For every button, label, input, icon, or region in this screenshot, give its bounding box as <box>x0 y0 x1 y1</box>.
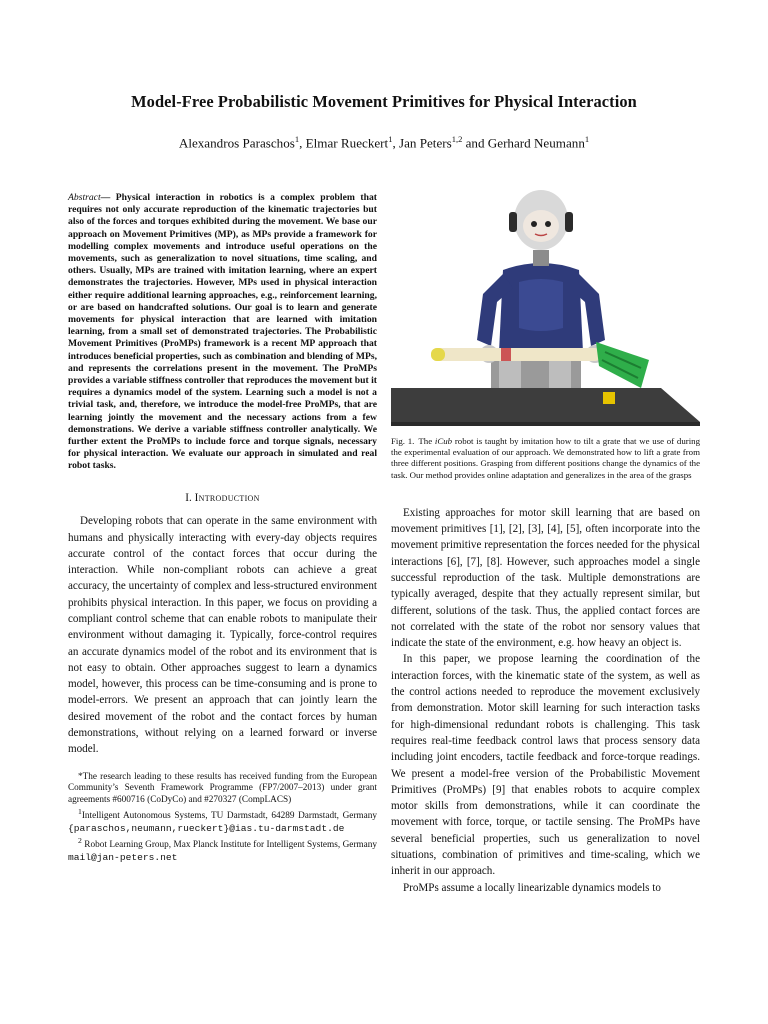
author-list <box>0 134 768 151</box>
affiliation-text: Intelligent Autonomous Systems, TU Darmstadt, 64289 Darmstadt, Germany <box>81 811 377 822</box>
robot-face <box>523 210 559 242</box>
affiliation-email: {paraschos,neumann,rueckert}@ias.tu-darmstadt.de <box>68 822 345 834</box>
icub-robot-photo <box>391 190 700 426</box>
author-affiliation-sup: 1,2 <box>451 134 463 144</box>
abstract <box>68 192 377 473</box>
figure-1 <box>391 190 700 426</box>
footnote-sup: 2 <box>78 836 82 846</box>
introduction-body <box>68 513 377 757</box>
right-column <box>391 190 700 896</box>
section-number: I. <box>185 491 192 504</box>
robot-eye-right <box>545 221 551 227</box>
footnotes <box>68 772 377 865</box>
author-name: Alexandros Paraschos <box>178 135 295 151</box>
paragraph: Developing robots that can operate in the same environment with humans and physically interacting with every-day objects requires accurate control of the contact forces that occur during the interaction. While non-compliant robots can achieve a great accuracy, the uncertainty of complex and less-structured environment prohibits physical interaction. In this paper, we focus on providing a compliant control scheme that can enable robots to manipulate their environment without damaging it. Typically, force-control requires an accurate dynamics model of the robot and its environment that is not easy to obtain. Other approaches suggest to learn a dynamics model, however, this process can be time-consuming and is prone to model-errors. We present an approach that can jointly learn the desired movement of the robot and the contact forces by human demonstrations, without relying on a learned forward or inverse model. <box>68 515 377 756</box>
abstract-label: Abstract <box>68 192 101 203</box>
abstract-text: — Physical interaction in robotics is a complex problem that requires not only accurate reproduction of the kinematic trajectories but also of the forces and torques exhibited during the movement. We base our approach on Movement Primitives (MP), as MPs provide a framework for modelling complex movements and introduce useful operations on the movements, such as generalization to novel situations, time scaling, and others. Usually, MPs are trained with imitation learning, where an expert demonstrates the trajectories. However, MPs used in physical interaction either require additional learning approaches, e.g., reinforcement learning, or are based on handcrafted solutions. Our goal is to learn and generate movements for physical interaction that are learned with imitation learning, from a small set of demonstrated trajectories. The Probabilistic Movement Primitives (ProMPs) framework is a recent MP approach that introduces beneficial properties, such as combination and blending of MPs, and represents the correlations present in the movement. The ProMPs provides a variable stiffness controller that reproduces the movement but it requires a dynamics model of the system. Learning such a model is not a trivial task, and, therefore, we introduce the model-free ProMPs, that are learning jointly the movement and the necessary actions from a few demonstrations. We derive a variable stiffness controller analytically. We further extent the ProMPs to include force and torque signals, necessary for physical interaction. We evaluate our approach in simulated and real robot tasks. <box>68 192 377 472</box>
paragraph: Existing approaches for motor skill learning that are based on movement primitives [1], [2], [3], [4], [5], often incorporate into the movement primitive representation the forces needed for the physical interactions [6], [7], [8]. However, such approaches model a single successful reproduction of the task. Multiple demonstrations are typically averaged, despite that they actually represent similar, but different, solutions of the task. Thus, the applied contact forces are not correlated with the state of the robot nor sensory values that indicate the state of the environment, e.g. how heavy an object is. <box>391 506 700 650</box>
grate-handle <box>431 348 601 361</box>
caption-text: robot is taught by imitation how to tilt a grate that we use of during the experimental evaluation of our approach. We demonstrated how to lift a grate from three different positions. Grasping from different positions change the dynamics of the task. Our method provides online adaptation and generalizes in the area of the grasps <box>391 436 700 480</box>
left-column <box>68 192 377 864</box>
right-body <box>391 505 700 896</box>
author-affiliation-sup: 1 <box>584 134 590 144</box>
robot-eye-left <box>531 221 537 227</box>
author-separator: , <box>299 135 306 151</box>
table-edge <box>391 422 700 426</box>
figure-label: Fig. 1. <box>391 436 415 446</box>
author-separator: , <box>392 135 399 151</box>
section-title: Introduction <box>194 491 260 504</box>
author-affiliation-sup: 1 <box>388 134 393 144</box>
figure-caption <box>391 436 700 481</box>
affiliation-text: Robot Learning Group, Max Planck Institute for Intelligent Systems, Germany <box>81 840 377 851</box>
grate-head <box>596 342 649 388</box>
paragraph: ProMPs assume a locally linearizable dynamics models to <box>403 881 661 894</box>
author-affiliation-sup: 1 <box>294 134 300 144</box>
author-separator: and <box>462 135 488 151</box>
robot-leg-right <box>549 358 571 388</box>
funding-footnote: *The research leading to these results has received funding from the European Community’s Seventh Framework Programme (FP7/2007–2013) under grant agreements #600716 (CoDyCo) and #270327 (CompLACS) <box>68 771 377 805</box>
table-surface <box>391 388 700 422</box>
robot-leg-left <box>499 358 521 388</box>
robot-ear-left <box>509 212 517 232</box>
grate-handle-band <box>501 348 511 361</box>
robot-chest-panel <box>519 279 563 331</box>
affiliation-footnote-1 <box>68 806 377 835</box>
robot-neck <box>533 250 549 266</box>
section-heading <box>68 492 377 505</box>
author-name: Gerhard Neumann <box>487 135 585 151</box>
author-name: Jan Peters <box>398 135 452 151</box>
grate-handle-cap <box>431 348 445 361</box>
author-name: Elmar Rueckert <box>305 135 389 151</box>
paper-title: Model-Free Probabilistic Movement Primitives for Physical Interaction <box>131 92 637 111</box>
yellow-block <box>603 392 615 404</box>
caption-text: The <box>418 436 435 446</box>
affiliation-email: mail@jan-peters.net <box>68 851 178 863</box>
caption-italic: iCub <box>434 436 453 446</box>
robot-ear-right <box>565 212 573 232</box>
footnote-sup: 1 <box>78 807 82 817</box>
paragraph: In this paper, we propose learning the coordination of the interaction forces, with the kinematic state of the system, as well as the control actions needed to reproduce the movement exclusively from demonstration. Motor skill learning for such interaction tasks for high-dimensional redundant robots is challenging. This task requires real-time feedback control laws that process sensory data including joint encoders, tactile feedback and force-torque readings. We present a model-free version of the Probabilistic Movement Primitives (ProMPs) [9] that enables robots to acquire complex motor skills from demonstrations, while it can coordinate the movement with force, torque, or tactile sensing. The ProMPs have several beneficial properties, such us generalization to novel situations, combination of primitives and time-scaling, which we inherit in our approach. <box>391 653 700 878</box>
affiliation-footnote-2 <box>68 835 377 864</box>
